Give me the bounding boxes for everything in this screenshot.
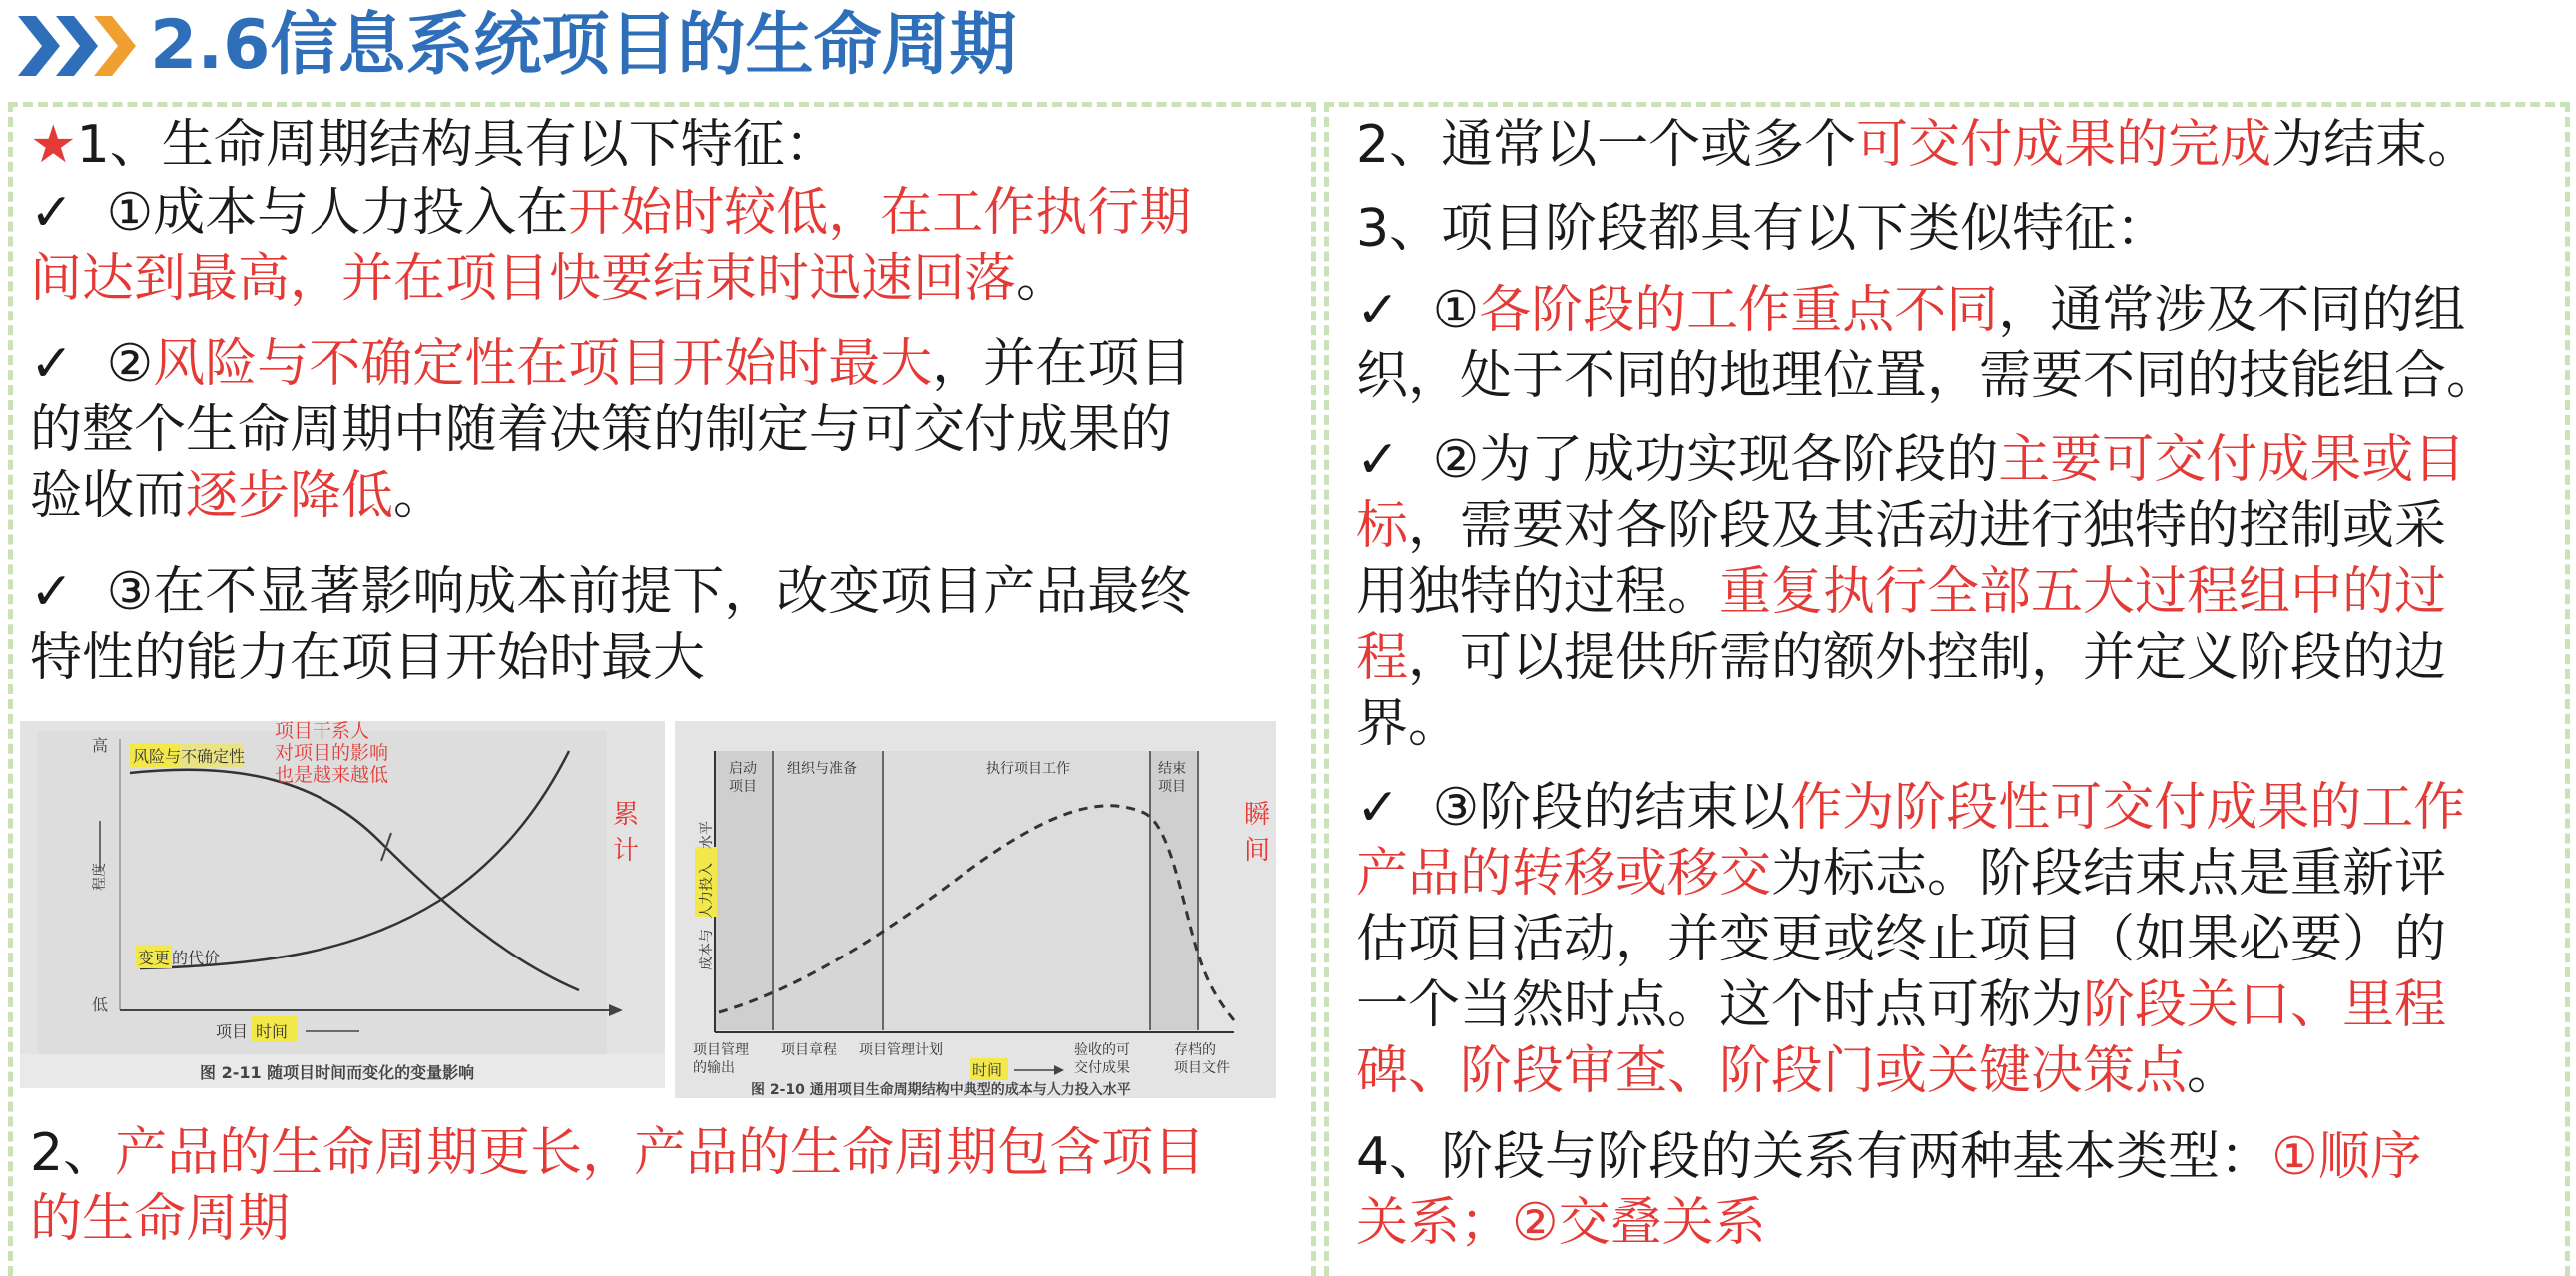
phase3-label: 执行项目工作 <box>986 761 1070 777</box>
annotation-line-3: 也是越来越低 <box>275 764 389 786</box>
right-item-2 <box>1356 112 2479 178</box>
chevron-icon-2 <box>56 16 98 76</box>
phase1-label-b: 项目 <box>729 779 757 795</box>
output5-b: 项目文件 <box>1174 1060 1230 1076</box>
output2: 项目章程 <box>781 1042 837 1058</box>
y-label-a: 成本与 <box>699 929 715 970</box>
y-label-b: 人力投入 <box>699 863 715 919</box>
left-bullet-1 <box>30 180 1191 312</box>
change-label-a: 变更 <box>138 949 171 967</box>
figure-variable-impact <box>20 721 665 1088</box>
left-bullet-2-text-b: 风险与不确定性在项目开始时最大 <box>153 334 933 394</box>
right-bullet-2-d: ，需要对各阶段及其活动进行独特的控制或采 <box>1408 496 2447 556</box>
left-bullet-1-text-d: 。 <box>1016 249 1069 309</box>
side-label-a: 累 <box>613 800 640 830</box>
check-icon: ✓ <box>1356 778 1400 838</box>
x-label-b: 时间 <box>256 1022 289 1041</box>
left-bullet-2-text-c: ，并在项目 <box>932 334 1192 394</box>
right-bullet-3-a: ③阶段的结束以 <box>1432 778 1791 838</box>
right-bullet-3-c: 产品的转移或移交 <box>1356 844 1772 904</box>
right-bullet-2-g: 程 <box>1356 628 1409 688</box>
figure-cost-staffing <box>675 721 1276 1098</box>
left-bullet-1-text-c: 间达到最高，并在项目快要结束时迅速回落 <box>30 249 1017 309</box>
left-bullet-2-text-d: 的整个生命周期中随着决策的制定与可交付成果的 <box>30 400 1173 460</box>
check-icon: ✓ <box>30 183 74 243</box>
right-bullet-1-a: ① <box>1432 281 1480 340</box>
right-bullet-3 <box>1356 775 2465 1104</box>
right-item-4 <box>1356 1124 2422 1256</box>
page-title: 2.6信息系统项目的生命周期 <box>150 6 1017 85</box>
right-bullet-3-f: 一个当然时点。这个时点可称为 <box>1356 975 2084 1035</box>
left-bullet-2-text-f: 逐步降低 <box>186 466 394 526</box>
right-bullet-2-a: ②为了成功实现各阶段的 <box>1432 430 1999 490</box>
side-label-b: 计 <box>613 836 640 866</box>
figure1-caption: 图 2-11 随项目时间而变化的变量影响 <box>200 1063 475 1082</box>
y-axis-label: 程度 <box>92 863 108 891</box>
check-icon: ✓ <box>1356 430 1400 490</box>
figure2-caption-b: 人力投入 <box>1046 1082 1103 1098</box>
left-item-1 <box>30 112 837 178</box>
left-item-2 <box>30 1120 1205 1252</box>
right-bullet-3-i: 。 <box>2187 1041 2240 1101</box>
phase4-label-b: 项目 <box>1158 779 1186 795</box>
right-bullet-1 <box>1356 278 2498 409</box>
phase4-label-a: 结束 <box>1158 761 1186 777</box>
check-icon: ✓ <box>1356 281 1400 340</box>
figure2-caption-a: 图 2-10 通用项目生命周期结构中典型的成本与 <box>751 1082 1047 1098</box>
risk-label-b: 不确定性 <box>181 747 246 766</box>
right-bullet-3-d: 为标志。阶段结束点是重新评 <box>1771 844 2447 904</box>
left-item-2-a: 2、 <box>30 1123 116 1183</box>
check-icon: ✓ <box>30 562 74 622</box>
right-bullet-3-b: 作为阶段性可交付成果的工作 <box>1790 778 2466 838</box>
x-label-a: 项目 <box>216 1022 249 1041</box>
right-bullet-2-c: 标 <box>1356 496 1409 556</box>
left-bullet-2-text-e: 验收而 <box>30 466 187 526</box>
right-bullet-2 <box>1356 427 2465 757</box>
y-label-c: 水平 <box>699 821 715 849</box>
right-item-4-b: ①顺序 <box>2271 1127 2422 1187</box>
left-item-2-b: 产品的生命周期更长，产品的生命周期包含项目 <box>115 1123 1206 1183</box>
output5-a: 存档的 <box>1174 1042 1216 1058</box>
right-bullet-1-d: 织，处于不同的地理位置，需要不同的技能组合。 <box>1356 346 2499 406</box>
risk-label-a: 风险与 <box>133 747 182 766</box>
output1-a: 项目管理 <box>693 1042 749 1058</box>
right-bullet-3-e: 估项目活动，并变更或终止项目（如果必要）的 <box>1356 910 2447 969</box>
side-label-b: 间 <box>1244 836 1271 866</box>
right-item-2-a: 2、通常以一个或多个 <box>1356 115 1857 175</box>
check-icon: ✓ <box>30 334 74 394</box>
right-bullet-2-e: 用独特的过程。 <box>1356 562 1720 622</box>
right-bullet-3-h: 碑、阶段审查、阶段门或关键决策点 <box>1356 1041 2188 1101</box>
figure2-caption <box>751 1081 1131 1098</box>
annotation-line-1: 项目干系人 <box>275 721 370 742</box>
right-item-3: 3、项目阶段都具有以下类似特征： <box>1356 199 2169 259</box>
right-bullet-2-f: 重复执行全部五大过程组中的过 <box>1719 562 2447 622</box>
right-bullet-1-b: 各阶段的工作重点不同 <box>1479 281 1999 340</box>
right-item-4-a: 4、阶段与阶段的关系有两种基本类型： <box>1356 1127 2272 1187</box>
x-axis-label: 时间 <box>972 1061 1003 1079</box>
left-bullet-2 <box>30 331 1191 529</box>
right-item-2-c: 为结束。 <box>2271 115 2480 175</box>
output1-b: 的输出 <box>693 1060 735 1076</box>
star-icon: ★ <box>30 115 77 175</box>
right-bullet-2-b: 主要可交付成果或目 <box>1998 430 2466 490</box>
y-high-label: 高 <box>92 736 109 755</box>
left-bullet-3-text-b: 特性的能力在项目开始时最大 <box>30 628 706 688</box>
left-bullet-2-text-a: ② <box>106 334 154 394</box>
right-bullet-2-i: 界。 <box>1356 694 1461 754</box>
left-item-2-c: 的生命周期 <box>30 1189 291 1249</box>
left-bullet-2-text-g: 。 <box>393 466 446 526</box>
left-bullet-1-text-b: 开始时较低，在工作执行期 <box>568 183 1192 243</box>
change-label-b: 的代价 <box>172 949 221 967</box>
phase2-label: 组织与准备 <box>787 761 857 777</box>
left-bullet-1-text-a: ①成本与人力投入在 <box>106 183 569 243</box>
phase1-label-a: 启动 <box>729 761 757 777</box>
chevron-icon-3 <box>94 16 136 76</box>
right-item-2-b: 可交付成果的完成 <box>1856 115 2272 175</box>
annotation-line-2: 对项目的影响 <box>275 742 389 764</box>
left-item-1-text: 1、生命周期结构具有以下特征： <box>76 115 837 175</box>
output4-b: 交付成果 <box>1074 1060 1130 1076</box>
side-label-a: 瞬 <box>1244 800 1271 830</box>
right-bullet-2-h: ，可以提供所需的额外控制，并定义阶段的边 <box>1408 628 2447 688</box>
y-low-label: 低 <box>92 995 109 1014</box>
right-item-4-c: 关系；②交叠关系 <box>1356 1193 1766 1253</box>
output3: 项目管理计划 <box>859 1042 943 1058</box>
chevron-icon-1 <box>18 16 60 76</box>
figure2-caption-c: 水平 <box>1102 1082 1131 1098</box>
right-bullet-1-c: ，通常涉及不同的组 <box>1998 281 2466 340</box>
left-bullet-3-text-a: ③在不显著影响成本前提下，改变项目产品最终 <box>106 562 1192 622</box>
output4-a: 验收的可 <box>1074 1042 1130 1058</box>
right-bullet-3-g: 阶段关口、里程 <box>2083 975 2447 1035</box>
left-bullet-3 <box>30 559 1191 691</box>
